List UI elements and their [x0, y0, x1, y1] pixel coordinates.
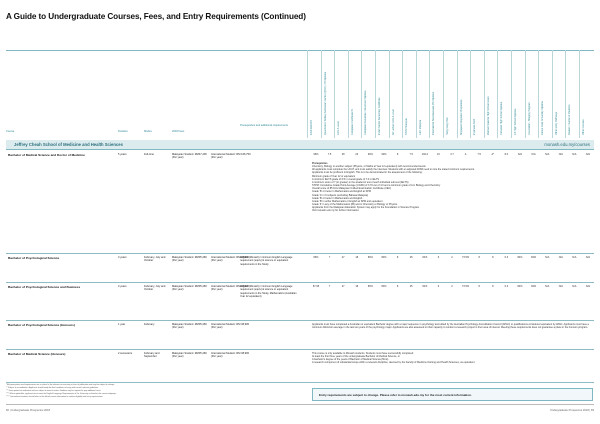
- column-divider: [348, 50, 349, 138]
- vertical-column-label: Completed Certificate IV: [350, 109, 354, 135]
- vertical-column-header: [324, 61, 328, 135]
- entry-score: 8: [492, 285, 494, 288]
- note-line: Overall score of 85 from Malaysian Unified Examination Certificate (UEC): [312, 187, 392, 191]
- fee-international: International Student: RM 166,750 (Per year): [211, 153, 251, 160]
- note-line: Visit monash.edu.my for further information.: [312, 209, 360, 213]
- note-line: A bachelor's degree of the years of Bachelor of Medical Science(Hons): [312, 358, 389, 362]
- note-line: Minimum grade of Year 12 or equivalent: [312, 174, 356, 178]
- course-mode: February: [144, 323, 155, 326]
- note-line: Applicants must be proficient in English. This is to be demonstrated in the assessment of the following:: [312, 171, 423, 175]
- enquiry-box: [312, 388, 593, 401]
- fee-international: International Student: RM 38,900 (Per year): [211, 285, 250, 292]
- fee-local: Malaysian Student: RM35,460 (Per year): [172, 256, 207, 263]
- table-row: [6, 253, 594, 283]
- entry-score: 7.5: [409, 153, 413, 156]
- entry-score: 7: [328, 285, 331, 288]
- footnote: ***** International students should refer to the official course information to confirm eligibility and entry requirements.: [6, 396, 103, 398]
- entry-score: N/A: [572, 285, 577, 288]
- entry-score: A*: [491, 153, 495, 156]
- vertical-column-header: [405, 61, 409, 135]
- vertical-column-header: [514, 61, 518, 135]
- table-row: [6, 349, 594, 383]
- entry-score: 7.5: [327, 153, 332, 156]
- vertical-column-label: International Baccalaureate (IB) Diploma: [432, 91, 436, 135]
- vertical-column-header: [378, 61, 382, 135]
- entry-score: N/A: [558, 285, 563, 288]
- fee-local: Malaysian Student: RM35,460 (Per year): [172, 352, 207, 359]
- course-duration: 1 year: [118, 323, 126, 326]
- entry-score: 86%: [313, 256, 319, 259]
- vertical-column-header: [541, 61, 545, 135]
- entry-score: 84%: [517, 285, 523, 288]
- note-line: Grade 'A' in 6 subjects (excluding Bahasa Malaysia): [312, 193, 369, 197]
- course-duration: 3 years: [118, 285, 127, 288]
- note-line: This course is only available to Monash students. Students must have successfully completed:: [312, 352, 414, 355]
- note-line: A minimum IELTS grade of 6.5 in overall grade of 7.0 in IELTS: [312, 177, 379, 181]
- note-line: Grade 'B' or better in Mathematics and English at SPM: [312, 190, 371, 194]
- vertical-column-label: Hong Kong DSE: [446, 117, 449, 135]
- vertical-column-label: Indonesia SMA: [473, 118, 477, 135]
- vertical-column-label: GCE A Level: [337, 121, 341, 135]
- entry-score: N/A: [517, 153, 523, 156]
- entry-score: 73.5%: [462, 256, 470, 259]
- vertical-column-label: US High School Diploma: [514, 108, 517, 135]
- vertical-column-header: [392, 61, 396, 135]
- entry-score: N/A: [585, 153, 591, 156]
- table-row: [6, 320, 594, 350]
- vertical-column-header: [473, 61, 477, 135]
- entry-score: 3.7: [450, 153, 454, 156]
- note-line: Chemistry, Biology or another subject (Physics, or Maths at Year 12 equivalent) with recommended levels.: [312, 165, 427, 169]
- school-banner: [6, 140, 594, 150]
- entry-score: 80%: [381, 256, 387, 259]
- footnote: ** Subject to accreditation. Applicants should verify the final conditions of entry and consult relevant guidelines.: [6, 387, 99, 389]
- footnote: **** Where applicable, applicants must meet the English Language Requirements of the University as listed on the course webpage.: [6, 393, 117, 395]
- entry-score: 60/3: [422, 285, 428, 288]
- course-notes: [312, 162, 598, 213]
- note-line: All applicants must complete the UCAT, and must satisfy the interview. Students with an adjusted ATAR need to note the stated minimum requirements.: [312, 168, 475, 172]
- vertical-column-label: STPM Malaysia: [405, 118, 409, 135]
- course-duration: 3 years: [118, 256, 127, 259]
- entry-score: 25: [409, 285, 413, 288]
- vertical-column-label: 2018 ATAR/IB: [310, 120, 313, 135]
- fee-local: Malaysian Student: RM35,460 (Per year): [172, 323, 207, 330]
- column-divider: [497, 50, 498, 138]
- vertical-column-label: Indian Senior Secondary Certificate: [378, 97, 381, 135]
- column-divider: [375, 50, 376, 138]
- vertical-column-label: UEC Malaysia: [418, 119, 422, 135]
- entry-score: 8: [396, 153, 399, 156]
- vertical-column-label: Masters / Doctor of Medicine: [568, 104, 572, 135]
- vertical-column-header: [446, 61, 450, 135]
- note-line: Grade 'B' in either Mathematics or English at SPM and equivalent: [312, 199, 383, 203]
- entry-score: N/A: [572, 153, 577, 156]
- column-divider: [416, 50, 417, 138]
- entry-score: 8: [478, 256, 480, 259]
- footer-left: 82 | Undergraduate Prospectus 2018: [6, 409, 51, 412]
- vertical-column-label: Other Entry Pathways: [554, 111, 558, 135]
- entry-score: 80%: [367, 256, 373, 259]
- note-line: Grade '6' in any of the Mathematics (IB) and in Chemistry or Biology or Physics: [312, 203, 398, 207]
- entry-score: 23: [355, 153, 359, 156]
- entry-score: N/A: [558, 153, 563, 156]
- entry-score: A: [464, 153, 467, 156]
- entry-score: N/A: [585, 285, 591, 288]
- entry-score: 27: [341, 256, 345, 259]
- entry-score: 25: [409, 256, 413, 259]
- column-divider: [457, 50, 458, 138]
- course-notes: [312, 323, 598, 329]
- footnote: *** Fees quoted are indicative and are subject to annual review. Students may be required to pay additional costs.: [6, 390, 102, 392]
- vertical-column-header: [351, 61, 355, 135]
- entry-score: 7: [328, 256, 331, 259]
- column-divider: [484, 50, 485, 138]
- entry-score: 80%: [381, 285, 387, 288]
- course-name: Bachelor of Psychological Science: [8, 256, 60, 260]
- column-course: Course: [6, 130, 15, 133]
- column-divider: [307, 50, 308, 138]
- vertical-column-header: [460, 61, 464, 135]
- fee-international: International Student: RM 38,900 (Per year): [211, 352, 250, 359]
- footnote: * All prerequisites and requirements are as stated in the relevant course entry at time of publication and may be subject to change.: [6, 384, 115, 386]
- entry-score: 8: [492, 256, 494, 259]
- course-mode: February, July and October: [144, 285, 166, 292]
- entry-score: N/A: [585, 256, 591, 259]
- column-divider: [565, 50, 566, 138]
- entry-score: N/A: [545, 256, 550, 259]
- column-divider: [389, 50, 390, 138]
- vertical-column-label: Foundation / Bridging Program: [527, 102, 531, 135]
- course-duration: 2 semesters: [118, 352, 133, 355]
- vertical-column-header: [310, 61, 314, 135]
- vertical-column-label: Queensland Tertiary Admission Centre (QTAC) / IB Diploma: [323, 71, 327, 135]
- header-rule: [6, 50, 594, 51]
- entry-score: N/A: [572, 256, 577, 259]
- vertical-column-label: Other Courses: [582, 119, 585, 135]
- vertical-column-header: [528, 61, 532, 135]
- entry-score: 84%: [517, 256, 523, 259]
- column-fees: 2018 Fees: [172, 130, 185, 133]
- course-name: Bachelor of Psychological Science and Business: [8, 285, 81, 289]
- fee-international: International Student: RM 38,900 (Per year): [211, 323, 250, 330]
- entry-score: 6.3: [504, 256, 509, 259]
- entry-score: N/A: [545, 285, 550, 288]
- column-divider: [443, 50, 444, 138]
- vertical-column-header: [364, 61, 368, 135]
- course-duration: 5 years: [118, 153, 127, 156]
- entry-score: 18: [355, 256, 359, 259]
- course-name: Bachelor of Psychological Science (Honours): [8, 323, 75, 327]
- entry-score: 2: [451, 256, 453, 259]
- vertical-column-label: Canadian High School Diploma: [500, 101, 504, 135]
- course-mode: Full-time: [144, 153, 154, 156]
- column-divider: [429, 50, 430, 138]
- vertical-column-header: [500, 61, 504, 135]
- vertical-column-label: Completed Associate / Advanced Diploma: [364, 90, 368, 135]
- course-notes: [312, 352, 598, 365]
- enquiry-text: Entry requirements are subject to change. Please refer to monash.edu.my for the most current information.: [319, 392, 472, 397]
- column-modes: Modes: [144, 130, 152, 133]
- entry-score: 8.0: [504, 153, 509, 156]
- entry-score: 2: [451, 285, 453, 288]
- vertical-column-label: James Cook University Diploma: [541, 101, 545, 135]
- table-row: [6, 282, 594, 321]
- vertical-column-header: [487, 61, 491, 135]
- note-line: At least the first three years of the undergraduate Bachelor of Medical Science, or: [312, 355, 400, 359]
- footer-right: Undergraduate Prospectus 2018 | 83: [549, 409, 594, 412]
- column-divider: [321, 50, 322, 138]
- entry-score: 8: [478, 285, 480, 288]
- entry-score: 84%: [531, 285, 537, 288]
- school-name: Jeffrey Cheah School of Medicine and Health Sciences: [14, 142, 123, 147]
- note-line: Applicants from the Malaysian Education System may apply for the Foundation in Science Program.: [312, 206, 420, 210]
- table-row: [6, 150, 594, 254]
- column-divider: [538, 50, 539, 138]
- entry-score: N/A: [531, 153, 536, 156]
- entry-score: 73.5%: [462, 285, 470, 288]
- column-divider: [334, 50, 335, 138]
- vertical-column-header: [582, 61, 586, 135]
- column-prerequisites: Prerequisites and additional requirements: [240, 124, 288, 127]
- entry-score: 18: [355, 285, 359, 288]
- entry-score: 96%: [313, 153, 319, 156]
- entry-score: 90%: [367, 153, 373, 156]
- entry-score: 60/3: [422, 256, 428, 259]
- column-duration: Duration: [118, 130, 128, 133]
- column-divider: [511, 50, 512, 138]
- vertical-column-header: [555, 61, 559, 135]
- entry-score: 8: [396, 285, 399, 288]
- column-divider: [552, 50, 553, 138]
- note-line: A research component of substantial scope within a relevant discipline, deemed by the Faculty of Medicine Nursing and Health Sciences, as equivalent.: [312, 361, 476, 365]
- entry-score: 84%: [531, 256, 537, 259]
- vertical-column-header: [432, 61, 436, 135]
- course-mode: February and September: [144, 352, 160, 359]
- column-divider: [525, 50, 526, 138]
- vertical-column-header: [337, 61, 341, 135]
- fee-international: International Student: RM 38,900 (Per year): [211, 256, 250, 263]
- column-divider: [579, 50, 580, 138]
- school-website-link[interactable]: monash.edu.my/courses: [544, 142, 590, 147]
- entry-score: 13/14: [421, 153, 428, 156]
- entry-score: 16: [437, 153, 440, 156]
- vertical-column-header: [419, 61, 423, 135]
- entry-score: 6: [437, 256, 440, 259]
- fee-local: Malaysian Student: RM35,460 (Per year): [172, 285, 207, 292]
- vertical-column-label: Sri Lankan GCE A Level: [391, 109, 395, 135]
- note-line: Grade 'B' or better in Mathematics and English: [312, 196, 363, 200]
- course-prerequisites: English (Monash) / minimum English Language requirement (equiv) & science or equivalent requirements in the Study, Mathematics (Australian Year 12 equivalent): [240, 285, 297, 298]
- entry-score: 7.5: [477, 153, 481, 156]
- fee-local: Malaysian Student: RM47,400 (Per year): [172, 153, 207, 160]
- entry-score: 27: [341, 285, 345, 288]
- footer-rule: [6, 404, 594, 405]
- vertical-column-header: [568, 61, 572, 135]
- column-divider: [402, 50, 403, 138]
- entry-score: 38: [341, 153, 345, 156]
- entry-score: 6.3: [504, 285, 509, 288]
- course-mode: February, July and October: [144, 256, 166, 263]
- note-line: Prerequisites: [312, 162, 328, 165]
- note-line: Applicants must have completed a Australian or equivalent Bachelor degree with a major sequence in psychology accredited by the Australian Psychology Accreditation Council (APAC) or qualifications considered equivalent by APAC. Applicants must have a minimum distinction average in the last two years of the psychology major. Applicants are also assessed on their capacity to conduct a research project in their area of interest. Meeting these requirements does not guarantee a place in the honours program.: [312, 323, 589, 330]
- vertical-column-label: Vietnam National High School Exam: [486, 96, 490, 135]
- column-divider: [361, 50, 362, 138]
- entry-score: 90%: [381, 153, 387, 156]
- entry-score: 80%: [367, 285, 373, 288]
- entry-score: 6: [437, 285, 440, 288]
- course-name: Bachelor of Medical Science and Doctor of Medicine: [8, 153, 85, 157]
- note-line: A minimum score of 7 (or greater) in the academic test of each individual sub-test (IELTS): [312, 180, 409, 184]
- entry-score: 8: [396, 256, 399, 259]
- column-divider: [470, 50, 471, 138]
- entry-score: 87.95: [312, 285, 320, 288]
- course-name: Bachelor of Medical Science (Honours): [8, 352, 66, 356]
- entry-score: N/A: [558, 256, 563, 259]
- note-line: STPM: Cumulative Grade Point Average (CGPA) of 3.70 out of 4.0 and a minimum grade of A in Biology and Chemistry: [312, 184, 441, 188]
- course-prerequisites: English (Monash) / minimum English Language requirement (equiv) & science or equivalent requirements in the Study: [240, 256, 293, 266]
- entry-score: N/A: [545, 153, 550, 156]
- vertical-column-label: Singapore Integrated Programme: [459, 99, 463, 135]
- page-title: A Guide to Undergraduate Courses, Fees, and Entry Requirements (Continued): [6, 12, 306, 21]
